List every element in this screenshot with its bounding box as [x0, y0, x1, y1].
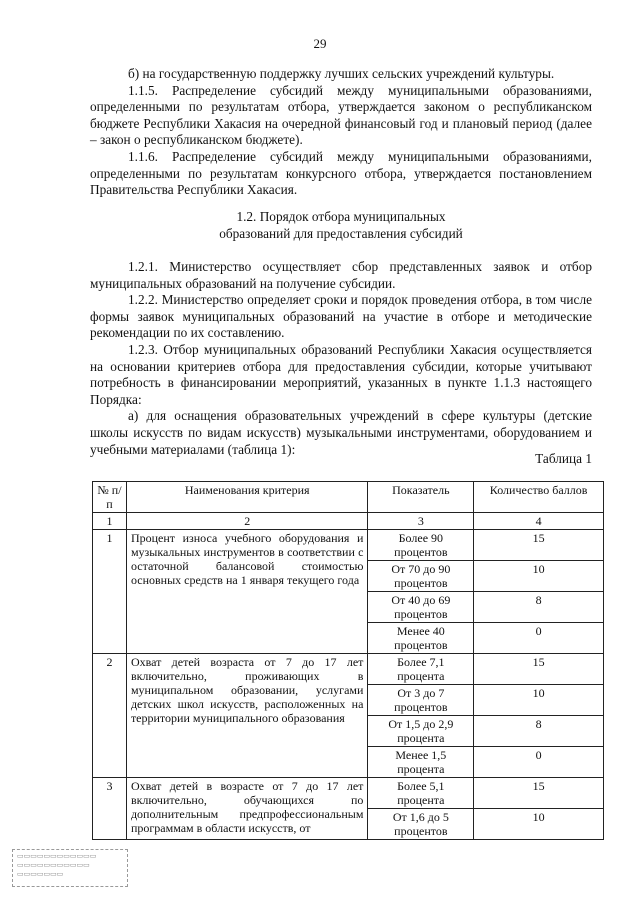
header-indicator: Показатель — [368, 482, 474, 513]
criterion-cell: Охват детей в возрасте от 7 до 17 лет включительно, обучающихся по дополнительным предпрофессиональным программам в области искусств, от — [126, 778, 368, 840]
indicator-cell: Менее 1,5 процента — [368, 747, 474, 778]
points-cell: 0 — [474, 623, 604, 654]
points-cell: 0 — [474, 747, 604, 778]
points-cell: 15 — [474, 778, 604, 809]
intro-paragraphs — [90, 66, 592, 199]
paragraph-1-2-3: 1.2.3. Отбор муниципальных образований Республики Хакасия осуществляется на основании критериев отбора для предоставления субсидии, которые учитывают потребность в финансировании мероприятий, указанных в пункте 1.1.3 настоящего Порядка: — [90, 341, 592, 407]
criterion-cell: Процент износа учебного оборудования и музыкальных инструментов в соответствии с остаточной балансовой стоимостью основных средств на 1 января текущего года — [126, 530, 368, 654]
header-points: Количество баллов — [474, 482, 604, 513]
table-header-row — [93, 482, 604, 513]
index-cell: 2 — [126, 513, 368, 530]
table-label: Таблица 1 — [535, 451, 592, 466]
indicator-cell: Более 5,1 процента — [368, 778, 474, 809]
indicator-cell: От 1,5 до 2,9 процента — [368, 716, 474, 747]
row-number: 1 — [93, 530, 127, 654]
table-index-row — [93, 513, 604, 530]
paragraph-1-2-1: 1.2.1. Министерство осуществляет сбор представленных заявок и отбор муниципальных образований на получение субсидии. — [90, 259, 592, 291]
paragraph-a: а) для оснащения образовательных учреждений в сфере культуры (детские школы искусств по видам искусств) музыкальными инструментами, оборудованием и учебными материалами (таблица 1): — [90, 408, 592, 457]
indicator-cell: Более 7,1 процента — [368, 654, 474, 685]
index-cell: 4 — [474, 513, 604, 530]
row-number: 2 — [93, 654, 127, 778]
table-row — [93, 530, 604, 561]
paragraph-1-1-5: 1.1.5. Распределение субсидий между муниципальными образованиями, определенными по результатам отбора, утверждается законом о республиканском бюджете Республики Хакасия на очередной финансовый год и плановый период (далее – закон о республиканском бюджете). — [90, 82, 592, 148]
points-cell: 8 — [474, 592, 604, 623]
table-row — [93, 654, 604, 685]
points-cell: 10 — [474, 561, 604, 592]
points-cell: 15 — [474, 654, 604, 685]
index-cell: 3 — [368, 513, 474, 530]
points-cell: 10 — [474, 685, 604, 716]
header-criterion: Наименования критерия — [126, 482, 368, 513]
indicator-cell: От 3 до 7 процентов — [368, 685, 474, 716]
page-number: 29 — [313, 36, 327, 51]
section-heading-line2: образований для предоставления субсидий — [219, 225, 463, 241]
indicator-cell: От 1,6 до 5 процентов — [368, 809, 474, 840]
section-heading-line1: 1.2. Порядок отбора муниципальных — [236, 209, 446, 224]
section-heading — [90, 209, 592, 242]
points-cell: 10 — [474, 809, 604, 840]
indicator-cell: Менее 40 процентов — [368, 623, 474, 654]
procedure-paragraphs — [90, 259, 592, 458]
header-num: № п/п — [93, 482, 127, 513]
criteria-table — [92, 481, 604, 840]
index-cell: 1 — [93, 513, 127, 530]
paragraph-b: б) на государственную поддержку лучших сельских учреждений культуры. — [128, 66, 555, 81]
criterion-cell: Охват детей возраста от 7 до 17 лет включительно, проживающих в муниципальном образовании, услугами детских школ искусств, расположенных на территории муниципального образования — [126, 654, 368, 778]
archive-stamp: ▭▭▭▭▭▭▭▭▭▭▭▭ ▭▭▭▭▭▭▭▭▭▭▭ ▭▭▭▭▭▭▭ — [12, 849, 128, 887]
points-cell: 8 — [474, 716, 604, 747]
indicator-cell: От 40 до 69 процентов — [368, 592, 474, 623]
points-cell: 15 — [474, 530, 604, 561]
paragraph-1-1-6: 1.1.6. Распределение субсидий между муниципальными образованиями, определенными по результатам конкурсного отбора, утверждается постановлением Правительства Республики Хакасия. — [90, 148, 592, 198]
row-number: 3 — [93, 778, 127, 840]
table-body — [93, 513, 604, 840]
indicator-cell: От 70 до 90 процентов — [368, 561, 474, 592]
table-row — [93, 778, 604, 809]
paragraph-1-2-2: 1.2.2. Министерство определяет сроки и порядок проведения отбора, в том числе формы заявок муниципальных образований на участие в отборе и методические рекомендации по их составлению. — [90, 292, 592, 341]
indicator-cell: Более 90 процентов — [368, 530, 474, 561]
